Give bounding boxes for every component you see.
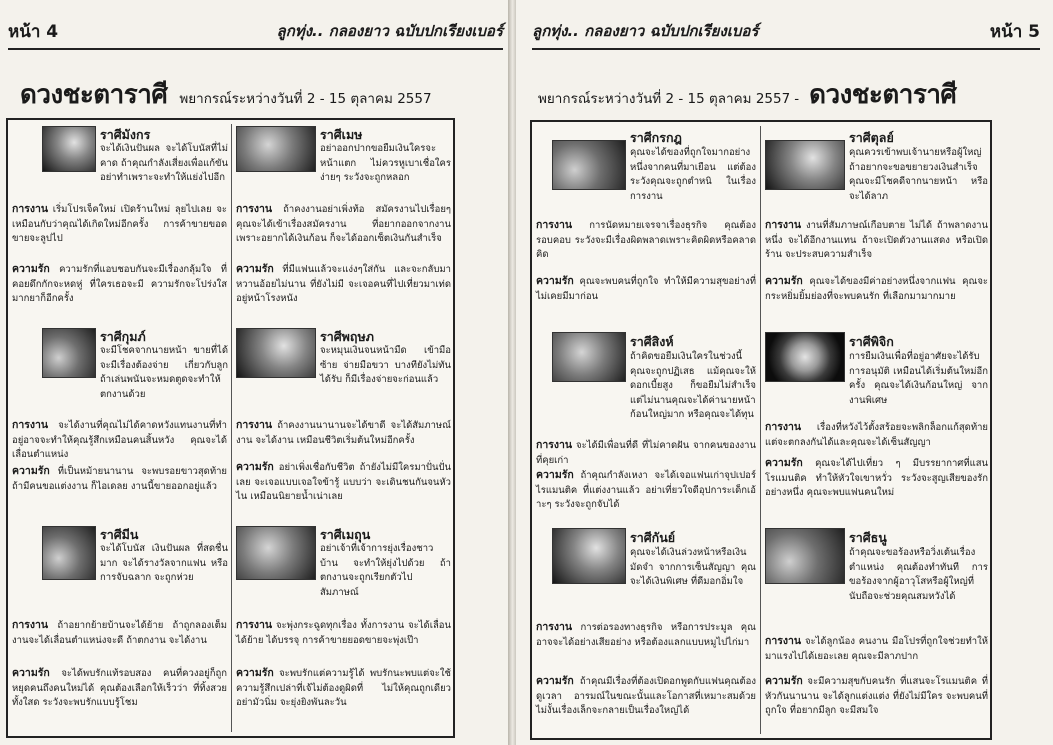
aquarius-love: ความรัก ที่เป็นหม้ายนานาน จะพบรอยขาวสุดท้าย ถ้ามีคนขอแต่งงาน ก็ไอเดลย งานนี้ขายออกอยู่แล้ว	[12, 465, 227, 492]
sagittarius-title: ราศีธนู	[849, 530, 887, 545]
left-running-head	[8, 18, 503, 44]
horoscope-banner-right: พยากรณ์ระหว่างวันที่ 2 - 15 ตุลาคม 2557 - ดวงชะตาราศี	[538, 74, 956, 115]
page-number-right: หน้า 5	[989, 21, 1040, 42]
aries-intro: อย่าออกปากขอยืมเงินใครจะหน้าแตก ไม่ควรหูเบาเชื่อใครง่ายๆ ระวังจะถูกหลอก	[320, 143, 451, 183]
leo-work: การงาน จะได้มีเพื่อนที่ดี ที่ไม่คาดฝัน จากคนของงานที่คุยเก่า	[536, 439, 756, 466]
aquarius-image	[42, 328, 96, 378]
pisces-title: ราศีมีน	[100, 527, 139, 542]
gemini-image	[236, 526, 316, 580]
publication-name-left: ลูกทุ่ง.. กลองยาว ฉบับปกเรียงเบอร์	[276, 22, 503, 40]
aquarius-title: ราศีกุมภ์	[100, 329, 146, 344]
libra-work: การงาน งานที่สัมภาษณ์เกือบตาย ไม่ได้ ถ้าพลาดงานหนึ่ง จะได้อีกงานแทน ถ้าจะเปิดตัวงานแสดง หรือเปิดร้าน จะประสบความสำเร็จ	[765, 219, 988, 260]
sign-section-pisces	[8, 522, 231, 736]
aries-love: ความรัก ที่มีแฟนแล้วจะแง่งๆใส่กัน และจะกลับมาหวานอ้อยไม่นาน ที่ยังไม่มี จะเจอคนที่ไปเที่ยวมาเท่ด อยู่หน้าโรงหนัง	[236, 263, 451, 304]
capricorn-title: ราศีมังกร	[100, 127, 151, 142]
header-rule-left	[8, 48, 503, 50]
leo-love: ความรัก ถ้าคุณกำลังเหงา จะได้เจอแฟนเก่าจุปเปอร์ไรแมนติค ที่แต่งงานแล้ว อย่าเที่ยวใจดีอุปการะเด็กเอ้าะๆ ระวังจะถูกจับได้	[536, 469, 756, 510]
virgo-intro: คุณจะได้เงินล่วงหน้าหรือเงินมัดจำ จากการเซ็นสัญญา คุณจะได้เงินพิเศษ ที่ดีมอกอิ่มใจ	[630, 547, 756, 587]
left-page	[0, 0, 510, 745]
libra-image	[765, 140, 845, 190]
pisces-intro: จะได้โบนัส เงินปันผล ที่สดชื่นมาก จะได้รางวัลจากแฟน หรือ การจับฉลาก จะถูกห่วย	[100, 543, 228, 583]
libra-intro: คุณควรเข้าพบเจ้านายหรือผู้ใหญ่ถ้าอยากจะขอขยายวงเงินสำเร็จ คุณจะมีโชคดีจากนายหน้า หรือจะได้ลาภ	[849, 147, 988, 202]
page-number-left: หน้า 4	[8, 21, 59, 42]
virgo-love: ความรัก ถ้าคุณมีเรื่องที่ต้องเปิดอกพูดกับแฟนคุณต้องดูเวลา อารมณ์ในขณะนั้นและโอกาสที่เหมาะสมด้วย ไม่งั้นเรื่องเล็กจะกลายเป็นเรื่องใหญ่ได้	[536, 675, 756, 716]
sign-section-taurus	[232, 324, 455, 520]
sign-section-libra	[761, 124, 992, 324]
gemini-intro: อย่าเจ้าที่เจ้าการยุ่งเรื่องชาวบ้าน จะทำให้ยุ่งไปด้วย ถ้าตกงานจะถูกเรียกตัวไปสัมภาษณ์	[320, 543, 451, 598]
virgo-title: ราศีกันย์	[630, 530, 676, 545]
sign-section-scorpio	[761, 328, 992, 522]
cancer-intro: คุณจะได้ของที่ถูกใจมากอย่างหนึ่งจากคนที่มาเยือน แต่ต้องระวังคุณจะถูกตำหนิ ในเรื่องการงาน	[630, 147, 756, 202]
pisces-image	[42, 526, 96, 580]
scorpio-work: การงาน เรื่องที่หวังไว้ตั้งสร้อยจะพลิกล็อกแก้สุดท้าย แต่จะตกลงกันได้และคุณจะได้เซ็นสัญญา	[765, 421, 988, 448]
sagittarius-work: การงาน จะได้ลูกน้อง คนงาน มือโปรที่ถูกใจช่วยทำให้มาแรงไปได้เยอะเลย คุณจะมีลาภปาก	[765, 635, 988, 662]
libra-love: ความรัก คุณจะได้ของมีค่าอย่างหนึ่งจากแฟน คุณจะกระหยิ่มยิ้มย่องที่จะพบคนรัก ที่เลือกมามากมาย	[765, 275, 988, 302]
cancer-love: ความรัก คุณจะพบคนที่ถูกใจ ทำให้มีความสุขอย่างที่ไม่เคยมีมาก่อน	[536, 275, 756, 302]
scorpio-love: ความรัก คุณจะได้ไปเที่ยว ๆ มีบรรยากาศที่แสนโรแมนติค ทำให้หัวใจเขาหวั่ว ระวังจะสูญเสียของรักอย่างหนึ่ง คุณจะพบแฟนคนใหม่	[765, 457, 988, 498]
aries-title: ราศีเมษ	[320, 127, 363, 142]
cancer-image	[552, 140, 626, 190]
gemini-work: การงาน จะพุ่งกระฉูดทุกเรื่อง ทั้งการงาน จะได้เลื่อน ได้ย้าย ได้บรรจุ การค้าขายยอดขายจะพุ่งเป๊า	[236, 619, 451, 646]
taurus-work: การงาน ถ้าคงงานนานานจะได้ขาดี จะได้สัมภาษณ์งาน จะได้งาน เหมือนชีวิตเริ่มต้นใหม่อีกครั้ง	[236, 419, 451, 446]
capricorn-image	[42, 126, 96, 172]
aries-image	[236, 126, 316, 172]
header-rule-right	[532, 48, 1040, 50]
gemini-title: ราศีเมถุน	[320, 527, 371, 542]
right-running-head	[532, 18, 1040, 44]
virgo-image	[552, 528, 626, 584]
sign-section-sagittarius	[761, 524, 992, 738]
sign-section-virgo	[532, 524, 760, 738]
sign-section-gemini	[232, 522, 455, 736]
sign-section-cancer	[532, 124, 760, 324]
scorpio-title: ราศีพิจิก	[849, 334, 894, 349]
scorpio-intro: การยืมเงินเพื่อที่อยู่อาศัยจะได้รับการอนุมัติ เหมือนได้เริ่มต้นใหม่อีกครั้ง คุณจะได้เงินก้อนใหญ่ จากงานพิเศษ	[849, 351, 988, 406]
aquarius-work: การงาน จะได้งานที่คุณไม่ได้คาดหวังแทนงานที่ทำอยู่อาจจะทำให้คุณรู้สึกเหมือนคนสิ้นหวัง คุณจะได้เลื่อนตำแหน่ง	[12, 419, 227, 460]
horoscope-banner-left	[20, 74, 432, 115]
libra-title: ราศีตุลย์	[849, 130, 894, 145]
horoscope-frame-right	[530, 120, 992, 740]
gemini-love: ความรัก จะพบรักแต่ความรู้ได้ พบรักนะพบแต่จะใช้ความรู้สึกเปล่าที่เจ้ไม่ต้องดูผิดที่ ไม่ให้คุณถูกเดียว อย่ามัวนิ่ม จะยุ่งยิงพันละวัน	[236, 667, 451, 708]
capricorn-work: การงาน เริ่มโปรเจ็คใหม่ เปิดร้านใหม่ ลุยไปเลย จะเหมือนกับว่าคุณได้เกิดใหม่อีกครั้ง การค้าขายขอดขายจะลูปไป	[12, 203, 227, 244]
cancer-work: การงาน การนัดหมายเจรจาเรื่องธุรกิจ คุณต้องรอบคอบ ระวังจะมีเรื่องผิดพลาดเพราะคิดผิดหรือคลาดคิด	[536, 219, 756, 260]
taurus-title: ราศีพฤษภ	[320, 329, 374, 344]
aries-work: การงาน ถ้าคงงานอย่าเพิ่งท้อ สมัครงานไปเรื่อยๆ คุณจะได้เข้าเรื่องสมัครงาน ที่อยากออกจากงานเพราะอยากได้เงินก้อน ก็จะได้ออกเซ็ตเงินกันสำเร็จ	[236, 203, 451, 244]
sagittarius-love: ความรัก จะมีความสุขกับคนรัก ที่แสนจะโรแมนติค ที่หัวกันนานาน จะได้ลูกแต่งแต่ง ที่ยังไม่มีใคร จะพบคนที่ถูกใจ ที่อยากมีลูก จะมีสมใจ	[765, 675, 988, 716]
leo-intro: ถ้าคิดขอยืมเงินใครในช่วงนี้ คุณจะถูกปฏิเสธ แม้คุณจะให้ดอกเบี้ยสูง ก็ขอยืมไม่สำเร็จ แต่ไม่นานคุณจะได้ค่านายหน้า ก้อนใหญ่มาก หรือคุณจะได้ทุน	[630, 351, 756, 420]
sign-section-aries	[232, 122, 455, 322]
scorpio-image	[765, 332, 845, 382]
pisces-work: การงาน ถ้าอยากย้ายบ้านจะได้ย้าย ถ้าถูกลองเต็มงานจะได้เลื่อนตำแหน่งจะดี ถ้าตกงาน จะได้งาน	[12, 619, 227, 646]
right-page	[516, 0, 1053, 745]
leo-title: ราศีสิงห์	[630, 334, 674, 349]
sign-section-aquarius	[8, 324, 231, 520]
banner-title-right: ดวงชะตาราศี	[809, 80, 957, 110]
leo-image	[552, 332, 626, 382]
capricorn-love: ความรัก ความรักที่แอบชอบกันจะมีเรื่องกลุ้มใจ ที่คอยดึกกักจะหดหู่ ที่ใครเธอจะมี ความรักจะโปร่งใสมากยาก็อีกครั้ง	[12, 263, 227, 304]
cancer-title: ราศีกรกฎ	[630, 130, 682, 145]
pisces-love: ความรัก จะได้พบรักแท้รอบสอง คนที่ควงอยู่ก็ถูกหยุดคนถึงคนใหม่ได้ คุณต้องเลือกให้เร็วว่า ที่ทิ้งสวย ทั้งใสด ระวังจะพบรักแบบรู้โชม	[12, 667, 227, 708]
banner-title: ดวงชะตาราศี	[20, 80, 168, 110]
taurus-love: ความรัก อย่าเพิ่งเชื่อกับชีวิต ถ้ายังไม่มีใครมาปั่นปั่นเลย จะเจอแบบเจอใจข้ารู้ แบบว่า จะเดินชนกันจนหัวไน เหมือนนิยายน้ำเน่าเลย	[236, 461, 451, 502]
aquarius-intro: จะมีโชคจากนายหน้า ขายที่ได้ จะมีเรื่องต้องจ่าย เกี่ยวกับลูก ถ้าเล่นพนันจะหมดตูดจะทำให้ตกงานด้วย	[100, 345, 228, 400]
horoscope-frame-left	[6, 118, 455, 738]
sagittarius-intro: ถ้าคุณจะขอร้องหรือวิ่งเต้นเรื่องตำแหน่ง คุณต้องทำทันที การขอร้องจากผู้อาวุโสหรือผู้ใหญ่ที่นับถือจะช่วยคุณสมหวังได้	[849, 547, 988, 602]
taurus-image	[236, 328, 316, 378]
sign-section-capricorn	[8, 122, 231, 322]
banner-date-range: พยากรณ์ระหว่างวันที่ 2 - 15 ตุลาคม 2557	[179, 91, 432, 107]
sagittarius-image	[765, 528, 845, 584]
publication-name-right: ลูกทุ่ง.. กลองยาว ฉบับปกเรียงเบอร์	[532, 22, 759, 40]
taurus-intro: จะหมุนเงินจนหน้ามืด เข้ามือซ้าย จ่ายมือขวา บางทียังไม่ทันได้รับ ก็มีเรื่องจ่ายจะก่อนแล้ว	[320, 345, 451, 385]
capricorn-intro: จะได้เงินปันผล จะได้โบนัสที่ไม่คาด ถ้าคุณกำลังเสี่ยงเพื่อแก้ขัน อย่าทำเพราะจะทำให้แย่งไปอีก	[100, 143, 229, 183]
sign-section-leo	[532, 328, 760, 522]
banner-date-range-right: พยากรณ์ระหว่างวันที่ 2 - 15 ตุลาคม 2557	[538, 91, 791, 107]
virgo-work: การงาน การต่อรองทางธุรกิจ หรือการประมูล คุณอาจจะได้อย่างเสียอย่าง หรือต้องแลกแบบหมูไปไก่มา	[536, 621, 756, 648]
